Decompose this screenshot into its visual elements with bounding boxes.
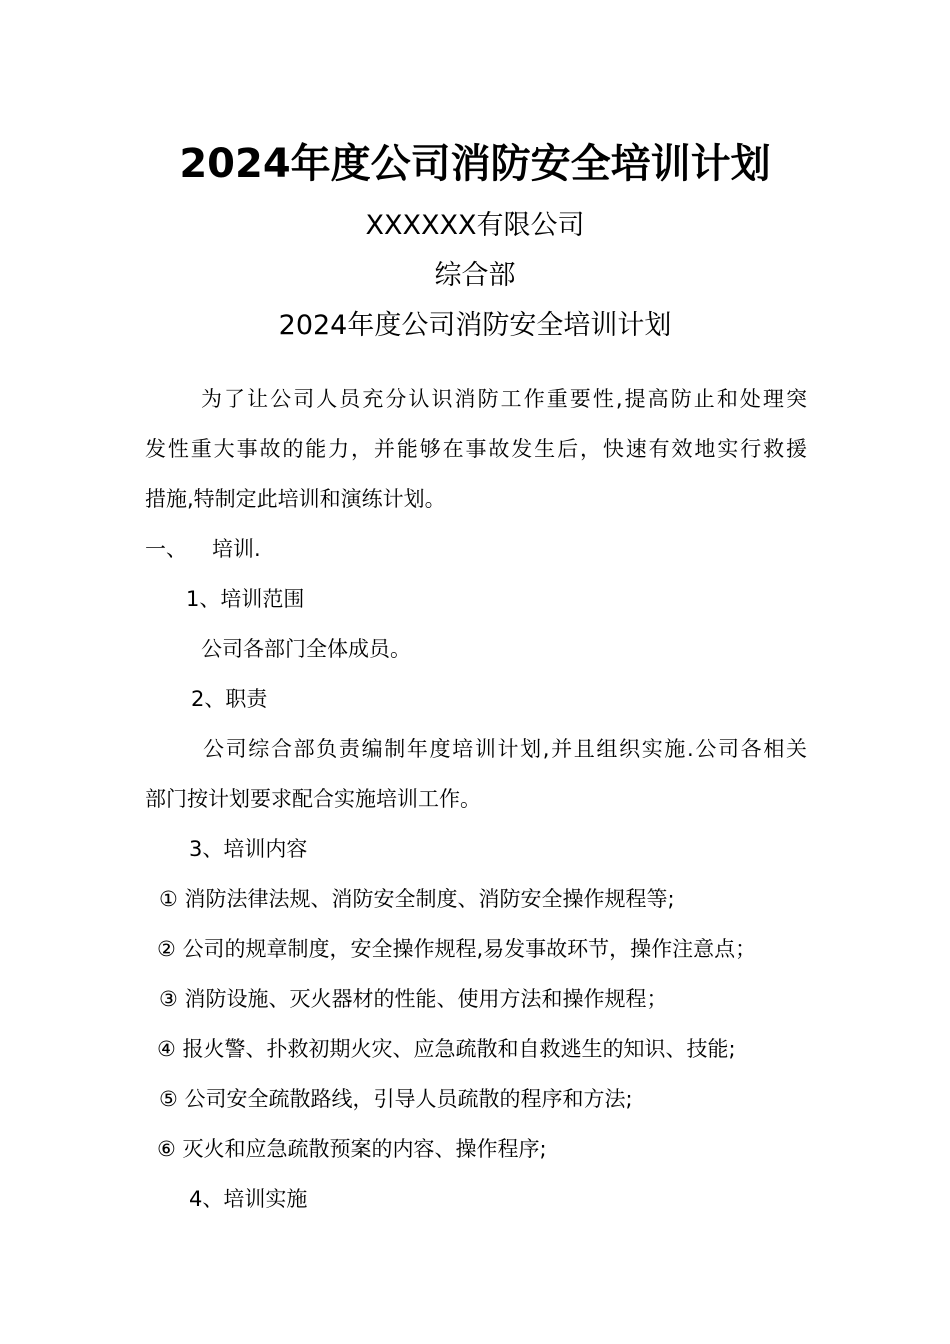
item-2-line-2: 部门按计划要求配合实施培训工作。 [145,787,481,811]
intro-line-3: 措施,特制定此培训和演练计划。 [145,487,446,511]
document-title: 2024年度公司消防安全培训计划 [179,141,771,187]
company-name: XXXXXX有限公司 [365,210,585,241]
section-1-heading: 培训. [212,537,261,561]
item-2-heading: 2、职责 [191,687,268,711]
content-point-4: ④ 报火警、扑救初期火灾、应急疏散和自救逃生的知识、技能; [157,1037,736,1061]
item-2-line-1: 公司综合部负责编制年度培训计划,并且组织实施.公司各相关 [203,737,807,761]
content-point-5: ⑤ 公司安全疏散路线，引导人员疏散的程序和方法; [159,1087,633,1111]
content-point-1: ① 消防法律法规、消防安全制度、消防安全操作规程等; [159,887,675,911]
item-3-heading: 3、培训内容 [189,837,308,861]
content-point-3: ③ 消防设施、灭火器材的性能、使用方法和操作规程； [159,987,668,1011]
department-name: 综合部 [434,260,516,291]
item-1-body: 公司各部门全体成员。 [201,637,411,661]
item-4-heading: 4、培训实施 [189,1187,308,1211]
section-1-number: 一、 [145,537,187,561]
intro-line-2: 发性重大事故的能力，并能够在事故发生后，快速有效地实行救援 [145,437,807,461]
content-point-2: ② 公司的规章制度，安全操作规程,易发事故环节，操作注意点； [157,937,757,961]
document-subtitle: 2024年度公司消防安全培训计划 [278,310,672,341]
content-point-6: ⑥ 灭火和应急疏散预案的内容、操作程序; [157,1137,547,1161]
intro-line-1: 为了让公司人员充分认识消防工作重要性,提高防止和处理突 [201,387,807,411]
item-1-heading: 1、培训范围 [186,587,305,611]
